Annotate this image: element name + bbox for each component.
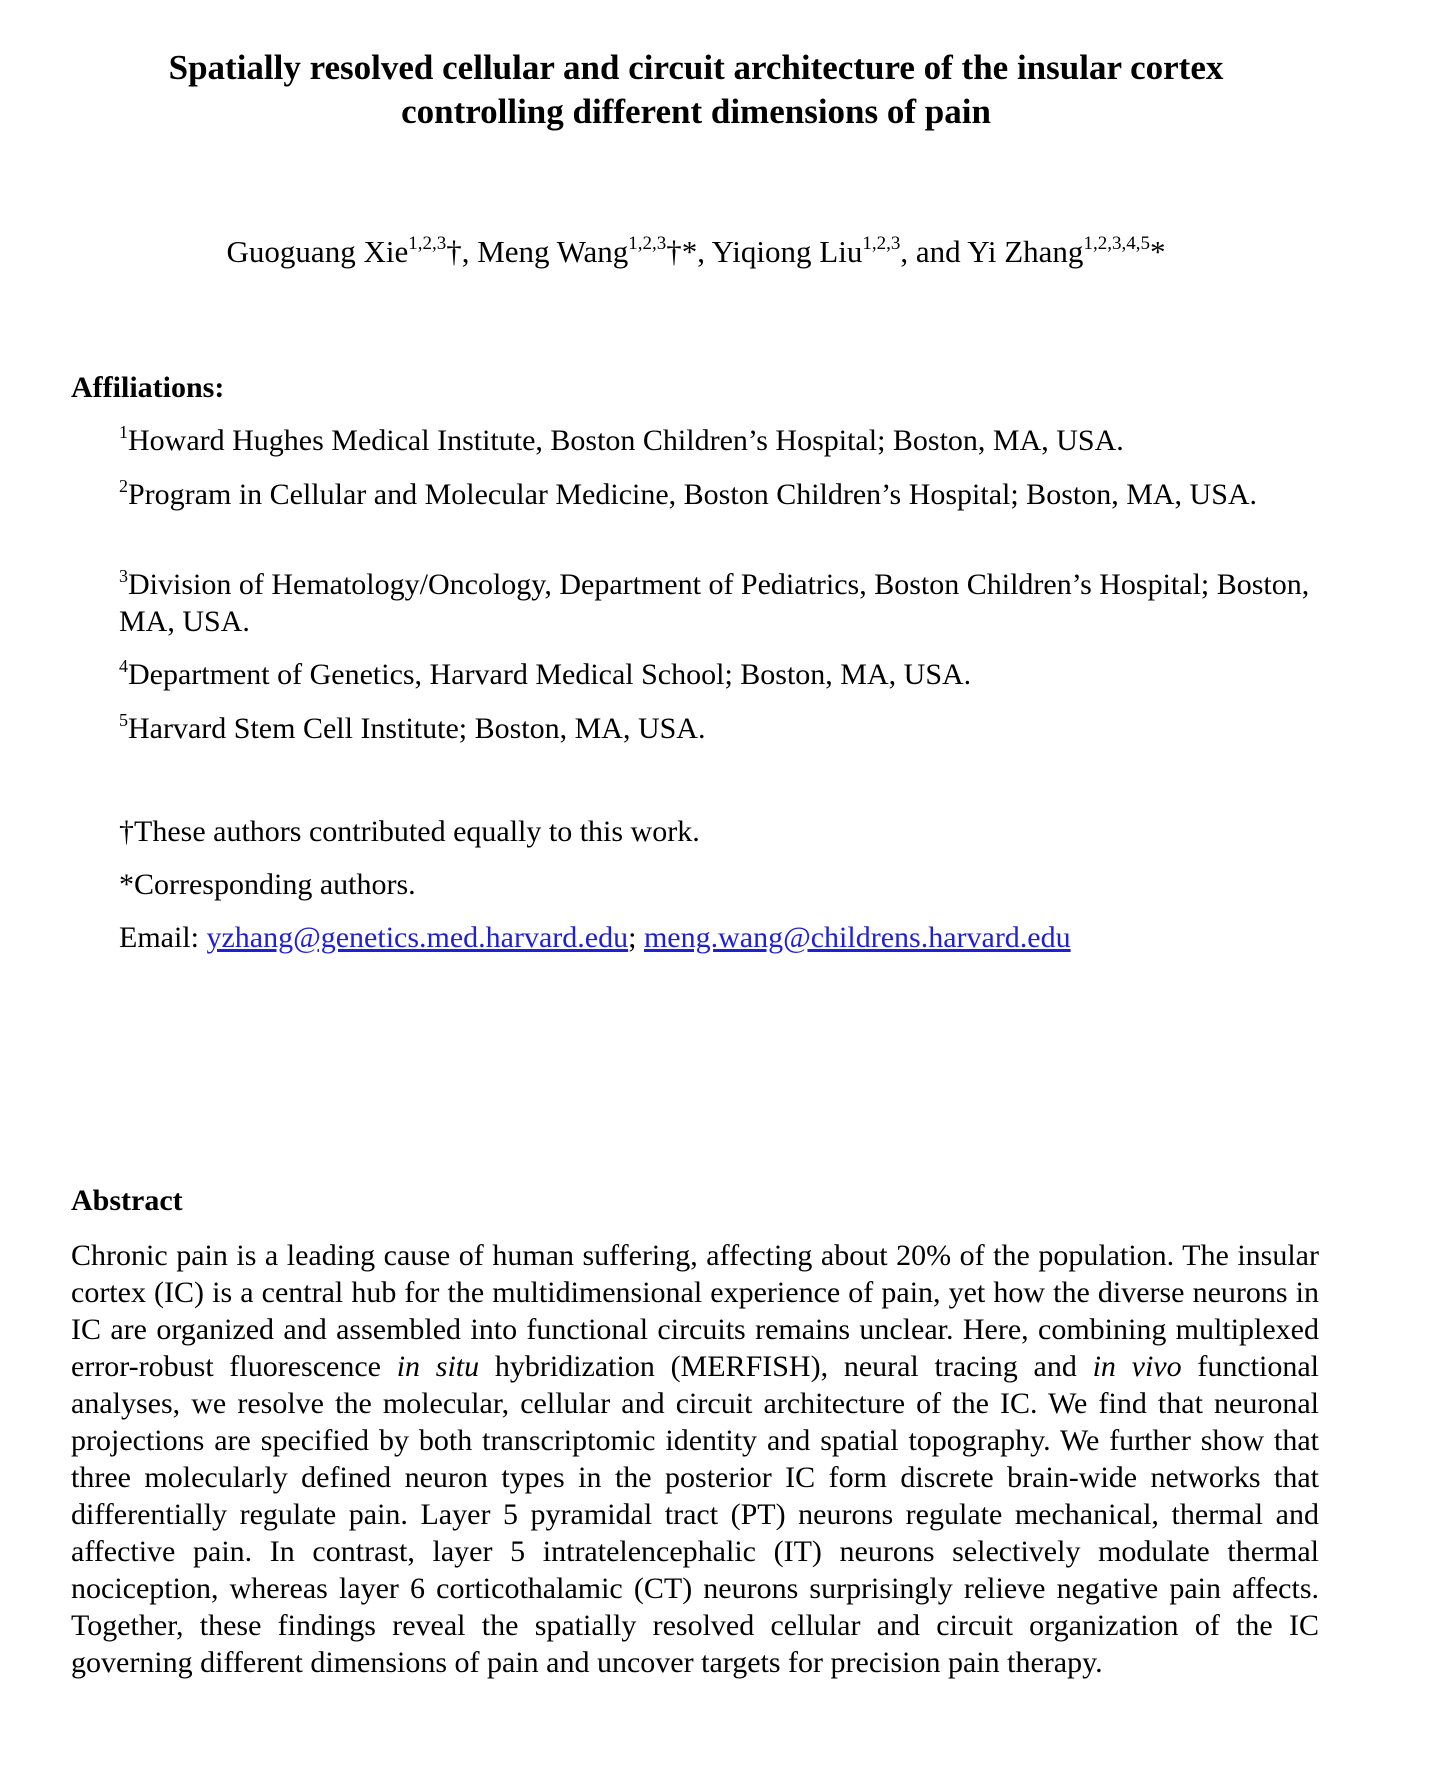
corresponding-authors-note: *Corresponding authors.: [119, 868, 416, 901]
abstract-text-part-1: Chronic pain is a leading cause of human suffering, affecting about 20% of the population. The insular cortex (IC) is a central hub for the multidimensional experience of pain, yet how the diverse neurons in IC are organized and assembled into functional circuits remains unclear. Here, combining multiplexed error-robust fluorescence: [71, 1239, 1319, 1383]
abstract-heading: Abstract: [71, 1184, 183, 1217]
email-link-wang[interactable]: meng.wang@childrens.harvard.edu: [643, 921, 1071, 954]
author-list: [0, 232, 1392, 272]
title-line-2: controlling different dimensions of pain: [401, 92, 991, 131]
abstract-text-part-2: hybridization (MERFISH), neural tracing and: [479, 1350, 1093, 1383]
email-separator: ;: [628, 921, 644, 954]
author-affiliation-numbers: 1,2,3: [408, 233, 447, 254]
affiliation-3: [119, 566, 1319, 640]
affiliation-4: [119, 656, 1319, 693]
affiliation-number: 3: [119, 566, 128, 586]
affiliation-number: 2: [119, 476, 128, 496]
title-line-1: Spatially resolved cellular and circuit architecture of the insular cortex: [168, 48, 1224, 87]
author-separator: , and: [900, 234, 968, 269]
affiliation-number: 4: [119, 656, 128, 676]
author-name: Meng Wang: [477, 234, 629, 269]
paper-title: [0, 46, 1392, 134]
email-label: Email:: [119, 921, 207, 954]
email-link-zhang[interactable]: yzhang@genetics.med.harvard.edu: [206, 921, 629, 954]
abstract-body: [71, 1237, 1319, 1681]
affiliation-text: Program in Cellular and Molecular Medicine, Boston Children’s Hospital; Boston, MA, USA.: [128, 478, 1258, 511]
affiliation-2: [119, 476, 1319, 513]
abstract-text-part-3: functional analyses, we resolve the molecular, cellular and circuit architecture of the IC. We find that neuronal projections are specified by both transcriptomic identity and spatial topography. We further show that three molecularly defined neuron types in the posterior IC form discrete brain-wide networks that differentially regulate pain. Layer 5 pyramidal tract (PT) neurons regulate mechanical, thermal and affective pain. In contrast, layer 5 intratelencephalic (IT) neurons selectively modulate thermal nociception, whereas layer 6 corticothalamic (CT) neurons surprisingly relieve negative pain affects. Together, these findings reveal the spatially resolved cellular and circuit organization of the IC governing different dimensions of pain and uncover targets for precision pain therapy.: [71, 1350, 1319, 1679]
author-mark: †*: [666, 234, 698, 269]
affiliation-text: Department of Genetics, Harvard Medical School; Boston, MA, USA.: [128, 658, 972, 691]
affiliation-text: Harvard Stem Cell Institute; Boston, MA, USA.: [128, 712, 706, 745]
affiliation-1: [119, 422, 1319, 459]
author-mark: *: [1149, 234, 1166, 269]
author-separator: ,: [461, 234, 478, 269]
affiliation-text: Division of Hematology/Oncology, Department of Pediatrics, Boston Children’s Hospital; Boston, MA, USA.: [119, 568, 1310, 638]
abstract-italic-in-situ: in situ: [396, 1350, 480, 1383]
affiliations-heading: Affiliations:: [71, 371, 225, 404]
author-name: Guoguang Xie: [226, 234, 409, 269]
abstract-italic-in-vivo: in vivo: [1092, 1350, 1182, 1383]
author-affiliation-numbers: 1,2,3: [862, 233, 901, 254]
affiliation-5: [119, 710, 1319, 747]
affiliation-number: 5: [119, 710, 128, 730]
author-name: Yiqiong Liu: [711, 234, 863, 269]
equal-contribution-note: †These authors contributed equally to this work.: [119, 815, 700, 848]
email-line: [119, 919, 1071, 956]
author-affiliation-numbers: 1,2,3,4,5: [1083, 233, 1150, 254]
affiliation-number: 1: [119, 422, 128, 442]
author-name: Yi Zhang: [967, 234, 1084, 269]
author-separator: ,: [697, 234, 712, 269]
author-mark: †: [446, 234, 462, 269]
affiliation-text: Howard Hughes Medical Institute, Boston Children’s Hospital; Boston, MA, USA.: [128, 424, 1124, 457]
author-affiliation-numbers: 1,2,3: [628, 233, 667, 254]
